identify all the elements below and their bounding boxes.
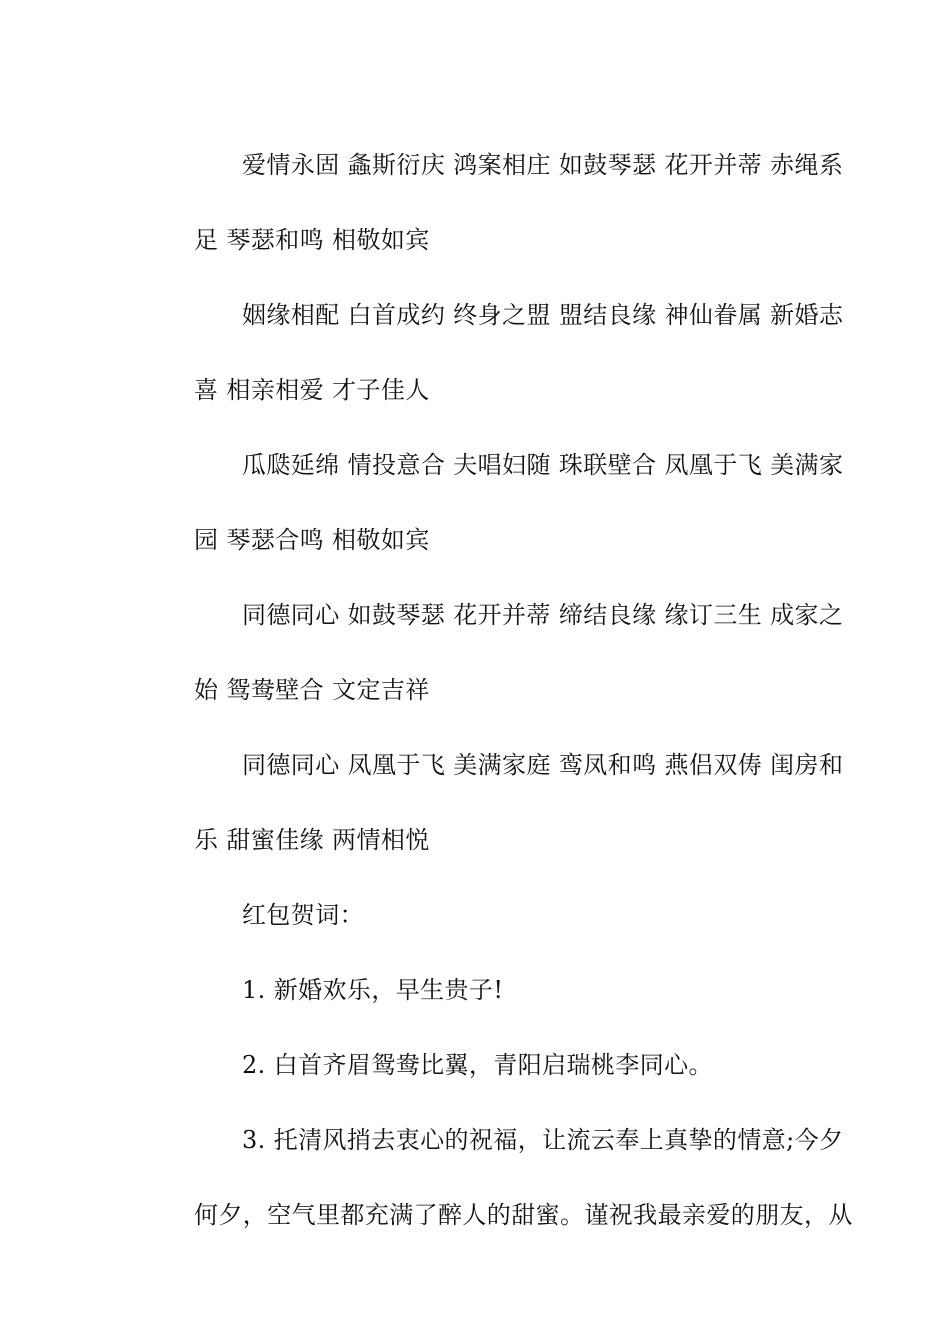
paragraph-blessings-2 (146, 278, 844, 428)
text-line: 同德同心 如鼓琴瑟 花开并蒂 缔结良缘 缘订三生 成家之 (242, 601, 844, 629)
text-line: 始 鸳鸯壁合 文定吉祥 (194, 676, 430, 704)
heading-text: 红包贺词： (242, 901, 364, 929)
text-line: 爱情永固 螽斯衍庆 鸿案相庄 如鼓琴瑟 花开并蒂 赤绳系 (242, 151, 844, 179)
text-line: 乐 甜蜜佳缘 两情相悦 (194, 826, 430, 854)
section-heading-red-envelope (146, 878, 806, 953)
list-item-1 (146, 953, 806, 1028)
text-line: 瓜瓞延绵 情投意合 夫唱妇随 珠联壁合 凤凰于飞 美满家 (242, 451, 844, 479)
text-line: 喜 相亲相爱 才子佳人 (194, 376, 430, 404)
paragraph-blessings-1 (146, 128, 844, 278)
paragraph-blessings-3 (146, 428, 844, 578)
list-item-text: 1. 新婚欢乐，早生贵子! (242, 976, 504, 1004)
paragraph-blessings-5 (146, 728, 844, 878)
list-item-2 (146, 1028, 806, 1103)
list-item-text: 何夕，空气里都充满了醉人的甜蜜。谨祝我最亲爱的朋友，从 (194, 1201, 853, 1229)
text-line: 姻缘相配 白首成约 终身之盟 盟结良缘 神仙眷属 新婚志 (242, 301, 844, 329)
document-body (146, 128, 853, 1253)
text-line: 足 琴瑟和鸣 相敬如宾 (194, 226, 430, 254)
list-item-text: 2. 白首齐眉鸳鸯比翼，青阳启瑞桃李同心。 (242, 1051, 713, 1079)
list-item-3 (146, 1103, 853, 1253)
text-line: 同德同心 凤凰于飞 美满家庭 鸾凤和鸣 燕侣双俦 闺房和 (242, 751, 844, 779)
paragraph-blessings-4 (146, 578, 844, 728)
text-line: 园 琴瑟合鸣 相敬如宾 (194, 526, 430, 554)
list-item-text: 3. 托清风捎去衷心的祝福，让流云奉上真挚的情意;今夕 (242, 1126, 844, 1154)
